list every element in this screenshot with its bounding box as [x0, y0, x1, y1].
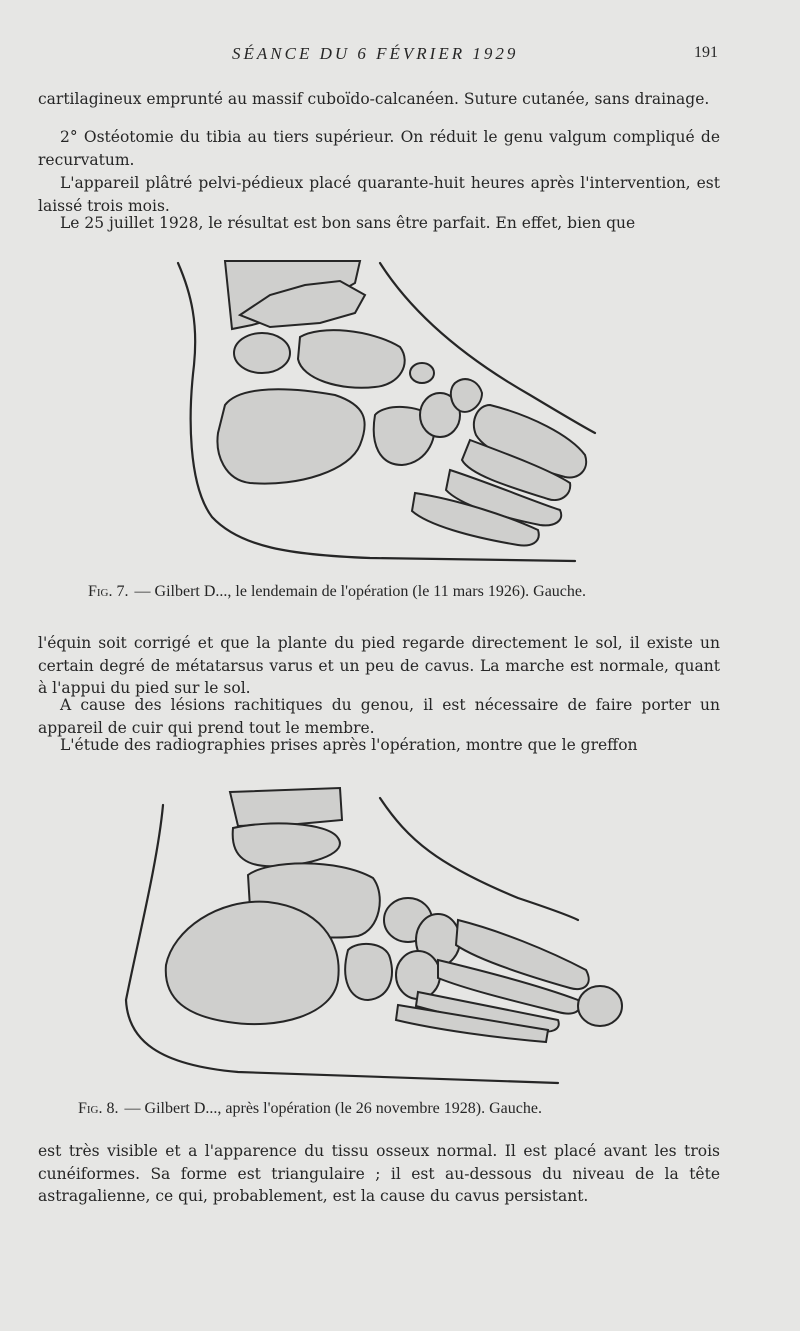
calcaneus	[217, 389, 364, 483]
tibia-distal	[230, 788, 342, 826]
talus-head	[234, 333, 290, 373]
navicular	[298, 330, 405, 388]
page-number: 191	[694, 44, 718, 61]
figure-7-caption	[88, 583, 586, 601]
paragraph-continuation: cartilagineux emprunté au massif cuboïdo-calcanéen. Suture cutanée, sans drainage.	[38, 90, 710, 108]
paragraph-radiographs: L'étude des radiographies prises après l'opération, montre que le greffon	[60, 736, 638, 754]
figure-8-foot-bones	[118, 780, 638, 1090]
paragraph-graft-description: est très visible et a l'apparence du tissu osseux normal. Il est placé avant les trois cunéiformes. Sa forme est triangulaire ; il est au-dessous du niveau de la tête astragalienne, ce qui, probablement, est la cause du cavus persistant.	[38, 1142, 720, 1205]
figure-7-label: Fig. 7.	[88, 583, 129, 600]
graft-triangular	[345, 944, 392, 1000]
paragraph-osteotomy: 2° Ostéotomie du tibia au tiers supérieur. On réduit le genu valgum compliqué de recurvatum.	[38, 128, 720, 169]
running-title: SÉANCE DU 6 FÉVRIER 1929	[232, 44, 519, 63]
paragraph-result: Le 25 juillet 1928, le résultat est bon sans être parfait. En effet, bien que	[60, 214, 636, 232]
calcaneus	[166, 902, 339, 1024]
figure-7-foot-bones	[170, 255, 610, 570]
figure-8-caption	[78, 1100, 542, 1118]
cuneiform-medial	[451, 379, 482, 412]
paragraph-equinus-corrected: l'équin soit corrigé et que la plante du pied regarde directement le sol, il existe un certain degré de métatarsus varus et un peu de cavus. La marche est normale, quant à l'appui du pied sur le sol.	[38, 634, 720, 697]
talus	[233, 823, 340, 866]
phalanx-hallux	[578, 986, 622, 1026]
cuneiform-small	[410, 363, 434, 383]
figure-8-radiograph-drawing	[118, 780, 638, 1090]
paragraph-knee-lesions: A cause des lésions rachitiques du genou, il est nécessaire de faire porter un appareil de cuir qui prend tout le membre.	[38, 696, 720, 737]
figure-8-caption-text: — Gilbert D..., après l'opération (le 26 novembre 1928). Gauche.	[124, 1100, 542, 1117]
running-head	[0, 44, 800, 64]
figure-7-caption-text: — Gilbert D..., le lendemain de l'opération (le 11 mars 1926). Gauche.	[134, 583, 586, 600]
figure-7-radiograph-drawing	[170, 255, 610, 570]
figure-8-label: Fig. 8.	[78, 1100, 119, 1117]
paragraph-plaster-cast: L'appareil plâtré pelvi-pédieux placé quarante-huit heures après l'intervention, est laissé trois mois.	[38, 174, 720, 215]
